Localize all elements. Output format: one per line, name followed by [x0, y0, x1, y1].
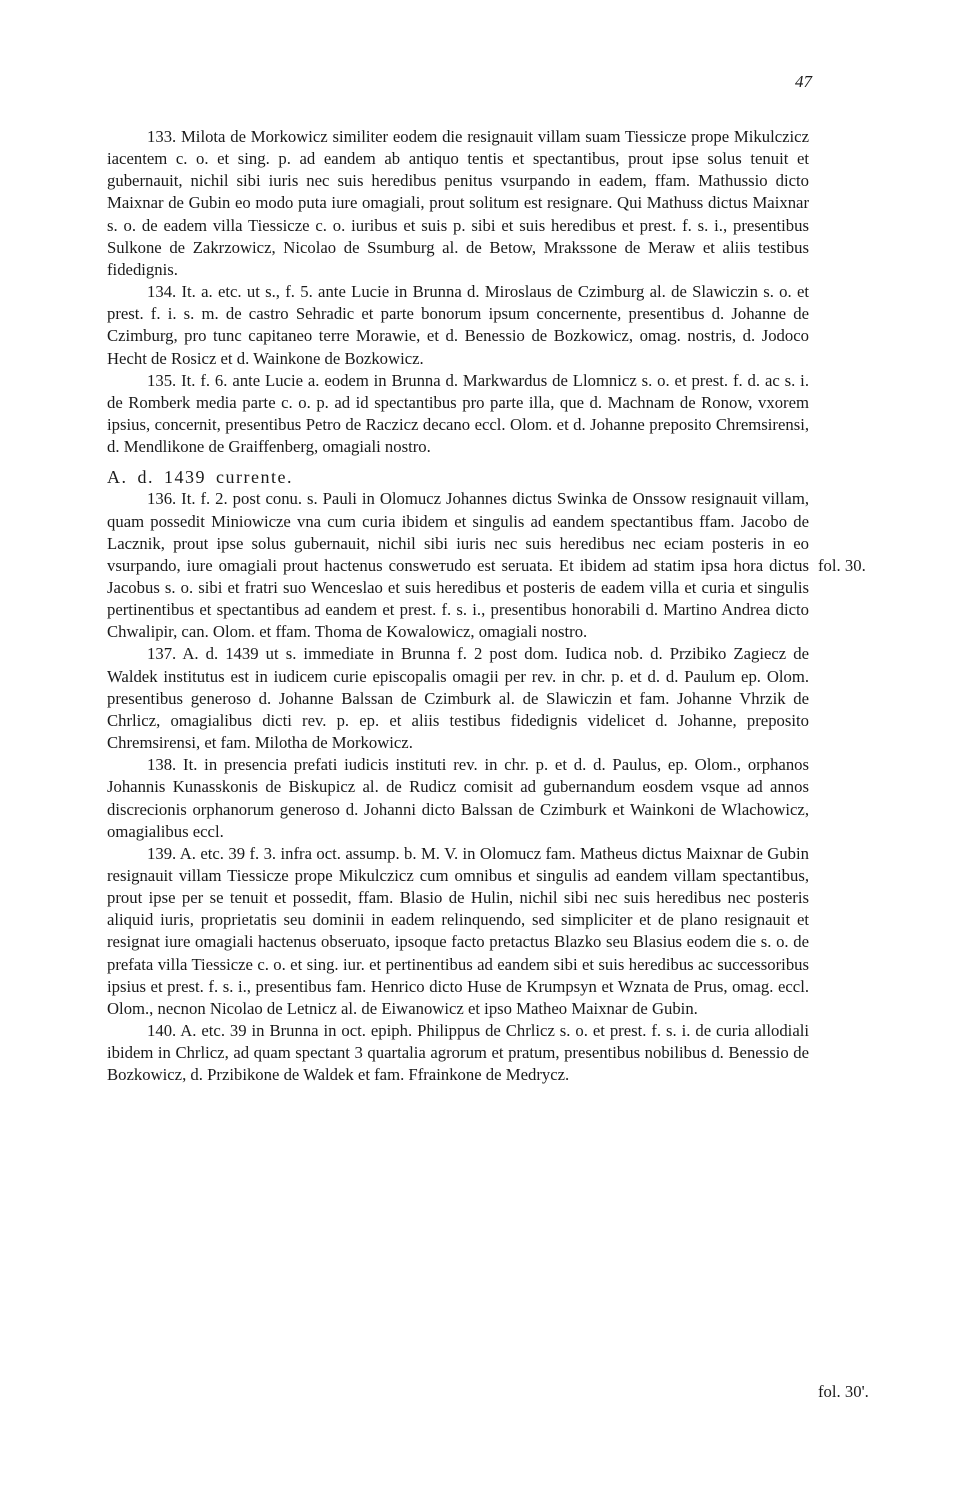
margin-note-fol-30-verso: fol. 30'.: [818, 1382, 869, 1401]
section-heading-row: [107, 466, 809, 488]
entry-133: 133. Milota de Morkowicz similiter eodem die resignauit villam suam Tiessicze prope Mikulczicz iacentem c. o. et sing. p. ad eandem ab antiquo tentis et spectantibus, prout ipse solus tenuit et gubernauit, nichil sibi iuris nec suis heredibus penitus vsurpando in eadem, ffam. Mathussio dicto Maixnar de Gubin eo modo puta iure omagiali, prout solitum est resignare. Qui Mathuss dictus Maixnar s. o. de eadem villa Tiessicze c. o. iuribus et suis p. sibi et suis heredibus et prest. f. s. i., presentibus Sulkone de Zakrzowicz, Nicolao de Ssumburg al. de Betow, Mrakssone de Meraw et aliis testibus fidedignis.: [107, 127, 809, 279]
entry-134: 134. It. a. etc. ut s., f. 5. ante Lucie in Brunna d. Miroslaus de Czimburg al. de Slawiczin s. o. et prest. f. i. s. m. de castro Sehradic et parte bonorum ipsum concernente, presentibus d. Johanne de Czimburg, pro tunc capitaneo terre Morawie, et d. Benessio de Bozkowicz, omag. nostris, d. Jodoco Hecht de Rosicz et d. Wainkone de Bozkowicz.: [107, 282, 809, 368]
section-heading: A. d. 1439 currente.: [107, 467, 293, 488]
page-number: 47: [795, 72, 812, 91]
entry-137: 137. A. d. 1439 ut s. immediate in Brunna f. 2 post dom. Iudica nob. d. Przibiko Zagiecz de Waldek institutus est in iudicem curie episcopalis omagii per rev. in chr. p. et d. d. Paulum ep. Olom. presentibus generoso d. Johanne Balssan de Czimburk al. de Slawiczin et fam. Johanne Vhrzik de Chrlicz, omagialibus dicti rev. p. ep. et aliis testibus fidedignis videlicet d. Johanne, preposito Chremsirensi, et fam. Milotha de Morkowicz.: [107, 644, 809, 753]
entry-140: 140. A. etc. 39 in Brunna in oct. epiph. Philippus de Chrlicz s. o. et prest. f. s. i. de curia allodiali ibidem in Chrlicz, ad quam spectant 3 quartalia agrorum et pratum, presentibus nobilibus d. Benessio de Bozkowicz, d. Przibikone de Waldek et fam. Ffrainkone de Medrycz.: [107, 1021, 809, 1085]
entry-136: 136. It. f. 2. post conu. s. Pauli in Olomucz Johannes dictus Swinka de Onssow resignauit villam, quam possedit Miniowicze vna cum curia ibidem et singulis ad eandem spectantibus ffam. Jacobo de Lacznik, prout ipse solus gubernauit, nichil sibi iuris nec suis heredibus nec eciam posteris in eo vsurpando, iure omagiali prout hactenus consweтudo est seruata. Et ibidem ad statim ipsa hora dictus Jacobus s. o. sibi et fratri suo Wenceslao et suis heredibus et posteris de eadem villa et curia et singulis pertinentibus et spectantibus ad eandem et prest. f. s. i., presentibus honorabili d. Martino Andrea dicto Chwalipir, can. Olom. et ffam. Thoma de Kowalowicz, omagiali nostro.: [107, 489, 809, 642]
body-text: [107, 126, 809, 1087]
margin-note-fol-30: fol. 30.: [818, 556, 866, 575]
entry-135: 135. It. f. 6. ante Lucie a. eodem in Brunna d. Markwardus de Llomnicz s. o. et prest. f. d. ac s. i. de Romberk media parte c. o. p. ad id spectantibus pro parte illa, que d. Machnam de Ronow, vxorem ipsius, concernit, presentibus Petro de Raczicz decano eccl. Olom. et d. Johanne preposito Chremsirensi, d. Mendlikone de Graiffenberg, omagiali nostro.: [107, 370, 809, 457]
entry-139: 139. A. etc. 39 f. 3. infra oct. assump. b. M. V. in Olomucz fam. Matheus dictus Maixnar de Gubin resignauit villam Tiessicze prope Mikulczicz cum omnibus et singulis ad eandem villam spectantibus, prout ipse per se tenuit et possedit, ffam. Blasio de Hulin, nichil sibi nec suis heredibus nec posteris aliquid iuris, proprietatis seu dominii in eadem relinquendo, sed simpliciter et de plano resignauit et resignat iure omagiali hactenus obseruato, ipsoque facto pretactus Blazko seu Blasius eodem die s. o. de prefata villa Tiessicze c. o. et sing. iur. et pertinentibus ad eandem sibi et suis heredibus ac successoribus ipsius et prest. f. s. i., presentibus fam. Henrico dicto Huse de Krumpsyn et Wznata de Prus, omag. eccl. Olom., necnon Nicolao de Letnicz al. de Eiwanowicz et ipso Matheo Maixnar de Gubin.: [107, 843, 809, 1018]
entry-138: 138. It. in presencia prefati iudicis instituti rev. in chr. p. et d. d. Paulus, ep. Olom., orphanos Johannis Kunasskonis de Biskupicz al. de Rudicz comisit ad gubernandum eosdem vsque ad annos discrecionis orphanorum generoso d. Johanni dicto Balssan de Czimburk et Wainkoni de Wlachowicz, omagialibus eccl.: [107, 755, 809, 841]
